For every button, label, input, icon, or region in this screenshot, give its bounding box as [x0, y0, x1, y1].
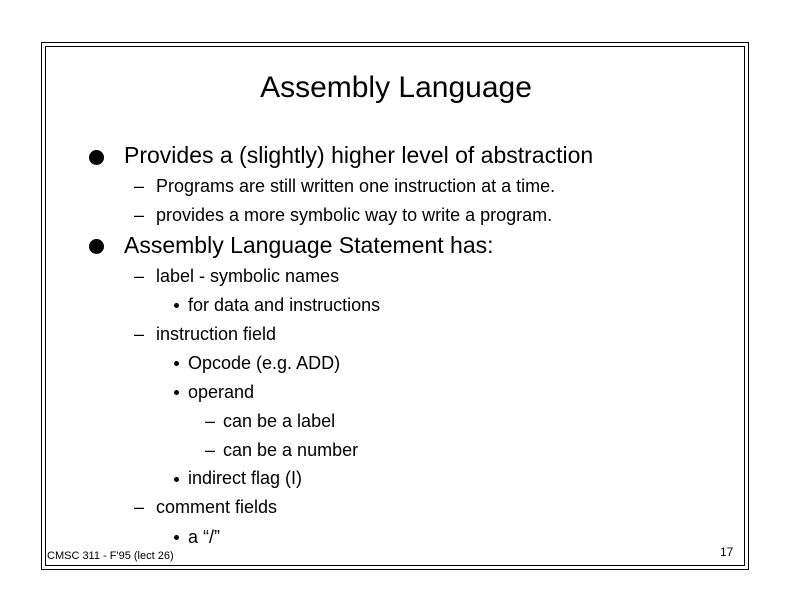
slide-frame-inner — [45, 46, 745, 566]
dash-bullet: – — [205, 411, 216, 431]
bullet-text-level2: instruction field — [156, 324, 277, 344]
dash-bullet: – — [134, 176, 145, 196]
bullet-text-level2: provides a more symbolic way to write a program. — [156, 205, 553, 225]
dash-bullet: – — [205, 440, 216, 460]
bullet-text-level3: a “/” — [188, 527, 221, 547]
small-bullet — [174, 477, 179, 482]
small-bullet — [174, 535, 179, 540]
bullet-text-level4: can be a number — [223, 440, 359, 460]
bullet-text-level2: Programs are still written one instruction at a time. — [156, 176, 556, 196]
bullet-dot — [89, 150, 104, 165]
bullet-text-level3: indirect flag (I) — [188, 468, 303, 488]
dash-bullet: – — [134, 324, 145, 344]
small-bullet — [174, 303, 179, 308]
slide-title: Assembly Language — [260, 71, 532, 104]
bullet-dot — [89, 239, 104, 254]
bullet-text-level3: Opcode (e.g. ADD) — [188, 353, 341, 373]
footer-course-label: CMSC 311 - F'95 (lect 26) — [47, 550, 174, 562]
small-bullet — [174, 361, 179, 366]
bullet-text-level2: label - symbolic names — [156, 266, 340, 286]
page-number: 17 — [720, 545, 734, 559]
dash-bullet: – — [134, 205, 145, 225]
bullet-text-level1: Assembly Language Statement has: — [124, 232, 494, 258]
small-bullet — [174, 390, 179, 395]
bullet-text-level3: for data and instructions — [188, 295, 381, 315]
bullet-text-level1: Provides a (slightly) higher level of abstraction — [124, 142, 594, 168]
bullet-text-level3: operand — [188, 382, 255, 402]
dash-bullet: – — [134, 266, 145, 286]
bullet-text-level2: comment fields — [156, 497, 278, 517]
dash-bullet: – — [134, 497, 145, 517]
bullet-text-level4: can be a label — [223, 411, 336, 431]
